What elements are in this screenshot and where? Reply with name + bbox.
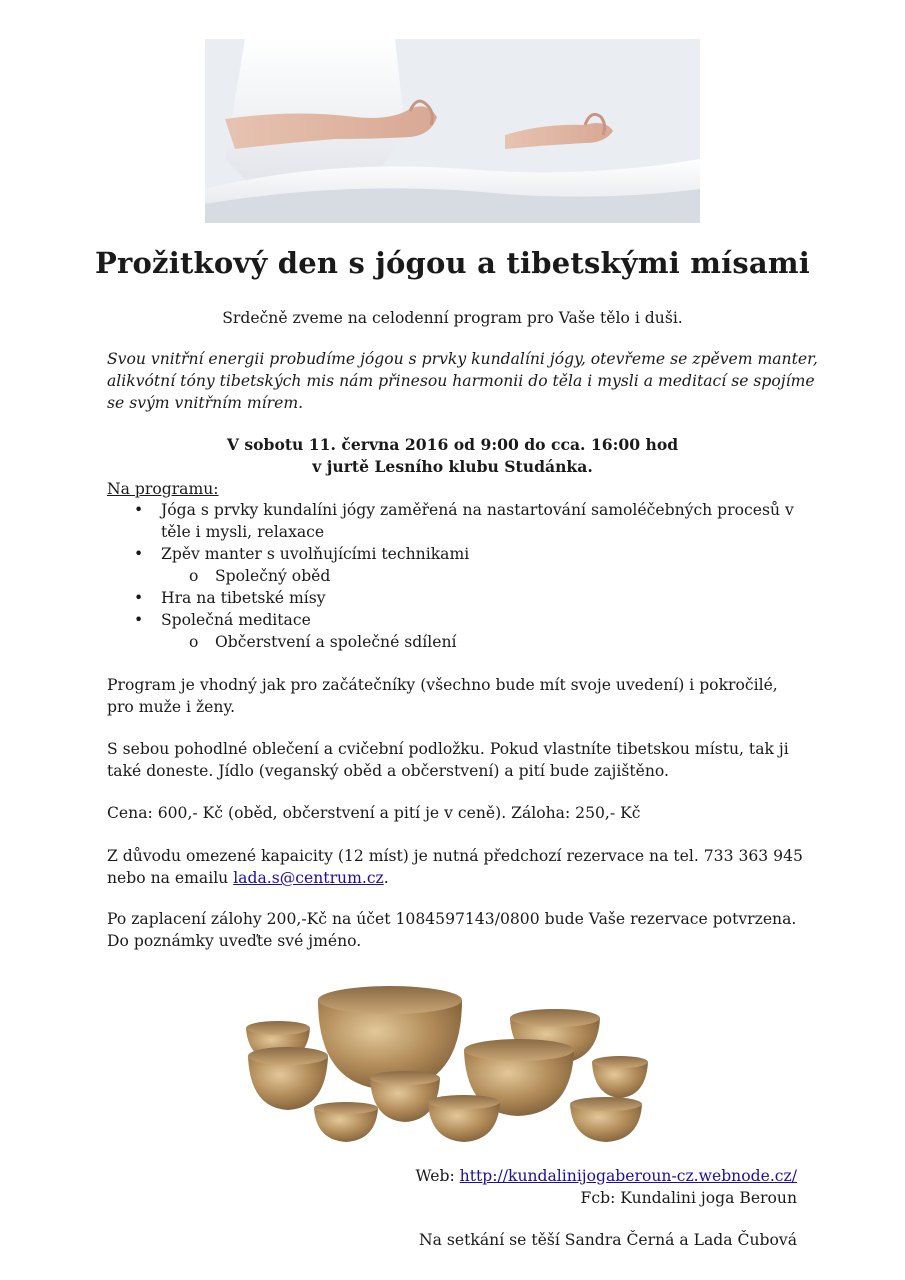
singing-bowls-illustration	[240, 978, 660, 1160]
price-text: Cena: 600,- Kč (oběd, občerstvení a pití je v ceně). Záloha: 250,- Kč	[107, 804, 641, 822]
payment-paragraph: Po zaplacení zálohy 200,-Kč na účet 1084597143/0800 bude Vaše rezervace potvrzena. Do poznámky uveďte své jméno.	[107, 910, 797, 950]
page-title: Prožitkový den s jógou a tibetskými mísami	[95, 246, 810, 280]
program-subitem: o Občerstvení a společné sdílení	[189, 633, 457, 651]
website-link[interactable]: http://kundalinijogaberoun-cz.webnode.cz/	[459, 1167, 797, 1185]
program-item: • Hra na tibetské mísy	[134, 589, 326, 607]
program-list	[107, 499, 807, 653]
program-heading: Na programu:	[107, 480, 219, 498]
description-line: Svou vnitřní energii probudíme jógou s prvky kundalíni jógy, otevřeme se zpěvem manter,	[107, 350, 818, 368]
program-item: • Společná meditace	[134, 611, 311, 629]
closing-line: Na setkání se těší Sandra Černá a Lada Čubová	[419, 1231, 797, 1249]
singing-bowls-photo	[240, 978, 660, 1160]
meditation-hands-illustration	[205, 39, 700, 223]
circle-bullet-icon: o	[189, 633, 199, 651]
intro-text: Srdečně zveme na celodenní program pro Vaše tělo i duši.	[222, 309, 683, 327]
description-paragraph	[107, 348, 827, 414]
event-date: V sobotu 11. června 2016 od 9:00 do cca. 16:00 hod	[226, 435, 679, 454]
description-line: alikvótní tóny tibetských mis nám přinesou harmonii do těla i mysli a meditací se spojíme	[107, 372, 815, 390]
email-link[interactable]: lada.s@centrum.cz	[233, 869, 384, 887]
event-place: v jurtě Lesního klubu Studánka.	[312, 457, 593, 476]
bullet-icon: •	[134, 501, 144, 519]
program-subitem: o Společný oběd	[189, 567, 331, 585]
web-line	[200, 1165, 797, 1187]
description-line: se svým vnitřním mírem.	[107, 394, 304, 412]
bring-paragraph: S sebou pohodlné oblečení a cvičební podložku. Pokud vlastníte tibetskou místu, tak ji také doneste. Jídlo (veganský oběd a občerstvení) a pití bude zajištěno.	[107, 740, 789, 780]
program-item: • Jóga s prvky kundalíni jógy zaměřená na nastartování samoléčebných procesů v těle i mysli, relaxace	[134, 501, 794, 541]
program-item: • Zpěv manter s uvolňujícími technikami	[134, 545, 470, 563]
facebook-line: Fcb: Kundalini joga Beroun	[580, 1189, 797, 1207]
bullet-icon: •	[134, 545, 144, 563]
suitability-paragraph: Program je vhodný jak pro začátečníky (všechno bude mít svoje uvedení) i pokročilé, pro muže i ženy.	[107, 676, 778, 716]
reservation-paragraph: Z důvodu omezené kapaicity (12 míst) je nutná předchozí rezervace na tel. 733 363 945 nebo na emailu lada.s@centrum.cz.	[107, 847, 803, 887]
web-label: Web:	[415, 1167, 460, 1185]
circle-bullet-icon: o	[189, 567, 199, 585]
meditation-photo	[205, 39, 700, 223]
bullet-icon: •	[134, 611, 144, 629]
bullet-icon: •	[134, 589, 144, 607]
